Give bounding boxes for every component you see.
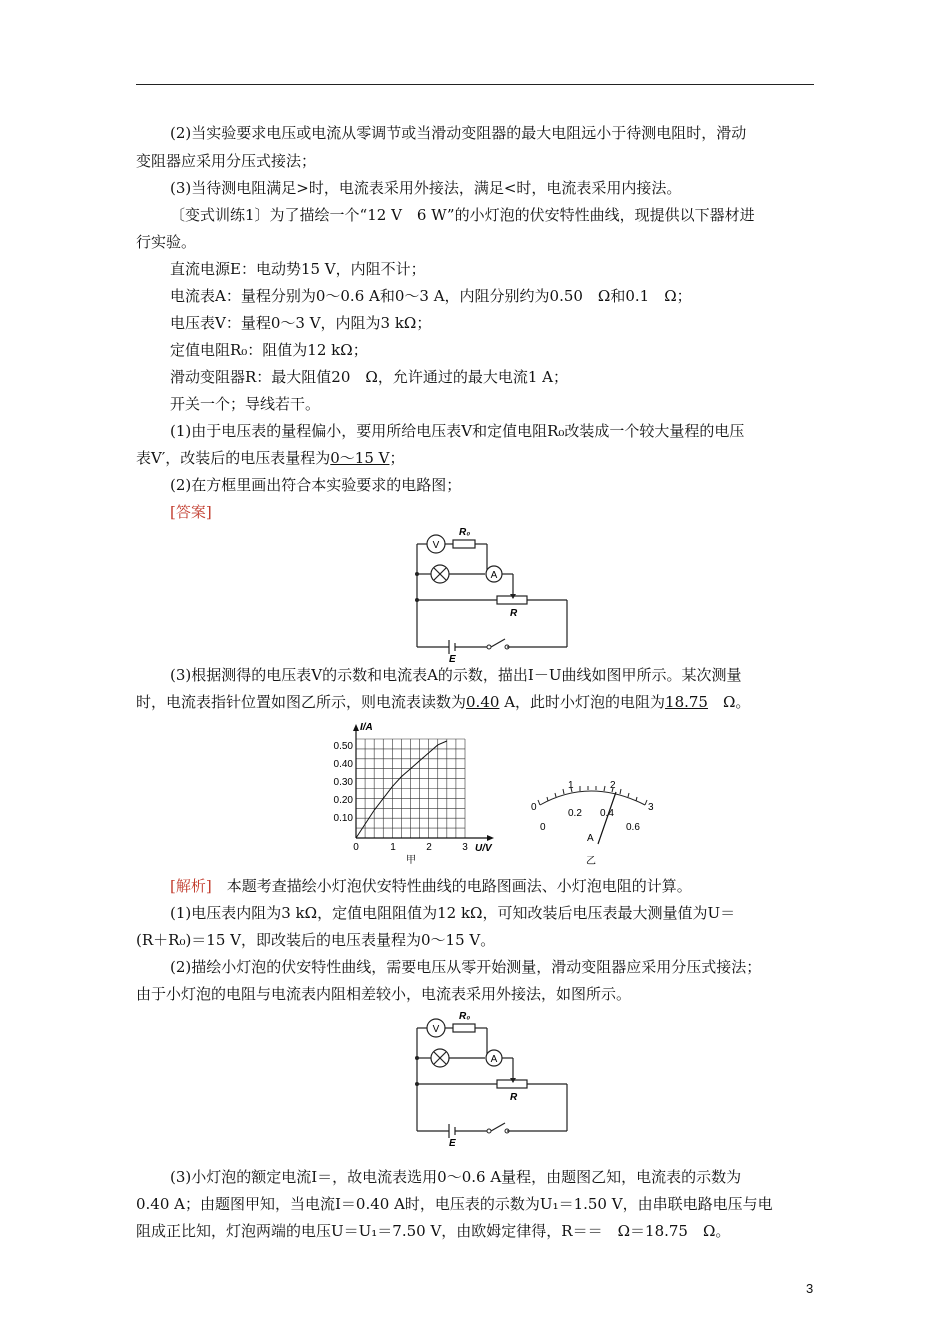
text-span: Ω。: [707, 693, 751, 711]
meter-lower-tick: 0.6: [626, 822, 640, 833]
text-line: 滑动变阻器R：最大阻值20 Ω，允许通过的最大电流1 A；: [170, 368, 568, 386]
graph-caption: 甲: [406, 855, 416, 866]
text-line: 电流表A：量程分别为0～0.6 A和0～3 A，内阻分别约为0.50 Ω和0.1 Ω；: [170, 287, 692, 305]
text-line: (2)描绘小灯泡的伏安特性曲线，需要电压从零开始测量，滑动变阻器应采用分压式接法；: [170, 958, 762, 976]
text-line: 0.40 A；由题图甲知，当电流I＝0.40 A时，电压表的示数为U₁＝1.50 V，由串联电路电压与电: [136, 1195, 773, 1213]
text-line: 〔变式训练1〕为了描绘一个“12 V 6 W”的小灯泡的伏安特性曲线，现提供以下器材进: [170, 206, 755, 224]
r0-label: R₀: [459, 1011, 471, 1022]
text-line: 行实验。: [136, 233, 197, 251]
r0-label: R₀: [459, 527, 471, 538]
text-span: A，此时小灯泡的电阻为: [499, 693, 666, 711]
text-line: (2)当实验要求电压或电流从零调节或当滑动变阻器的最大电阻远小于待测电阻时，滑动: [170, 124, 747, 142]
x-axis-label: U/V: [475, 843, 492, 854]
x-tick-label: 0: [353, 842, 359, 853]
text-line: 电压表V：量程0～3 V，内阻为3 kΩ；: [170, 314, 432, 332]
meter-caption: 乙: [586, 856, 596, 867]
text-line: 开关一个；导线若干。: [170, 395, 321, 413]
meter-lower-tick: 0.2: [568, 808, 582, 819]
text-line: (1)电压表内阻为3 kΩ，定值电阻阻值为12 kΩ，可知改装后电压表最大测量值为U＝: [170, 904, 736, 922]
text-line: 直流电源E：电动势15 V，内阻不计；: [170, 260, 426, 278]
meter-lower-tick: 0: [540, 822, 546, 833]
x-tick-label: 1: [390, 842, 396, 853]
answer-blank: 18.75: [665, 693, 708, 711]
text-span: 时，电流表指针位置如图乙所示，则电流表读数为: [136, 693, 467, 711]
y-axis-label: I/A: [360, 722, 373, 733]
meter-upper-tick: 1: [568, 780, 574, 791]
text-line: [136, 876, 850, 896]
text-line: (3)小灯泡的额定电流I＝，故电流表选用0～0.6 A量程，由题图乙知，电流表的示数为: [170, 1168, 742, 1186]
circuit-diagram-analysis: [405, 1006, 580, 1146]
y-tick-label: 0.10: [333, 813, 353, 824]
x-tick-label: 3: [462, 842, 468, 853]
source-label: E: [449, 1138, 456, 1146]
voltmeter-label: V: [432, 540, 440, 551]
meter-upper-tick: 0: [531, 802, 537, 813]
voltmeter-label: V: [432, 1024, 440, 1035]
answer-blank: 0.40: [466, 693, 500, 711]
page-number: 3: [806, 1281, 814, 1296]
text-line: (3)当待测电阻满足>时，电流表采用外接法，满足<时，电流表采用内接法。: [170, 179, 682, 197]
text-line: [136, 692, 816, 712]
text-line: (R＋R₀)＝15 V，即改装后的电压表量程为0～15 V。: [136, 931, 496, 949]
circuit-diagram-answer: [405, 522, 580, 662]
y-tick-label: 0.30: [333, 777, 353, 788]
analysis-tag: [解析]: [170, 877, 212, 895]
rheostat-label: R: [510, 608, 518, 619]
text-line: 由于小灯泡的电阻与电流表内阻相差较小，电流表采用外接法，如图所示。: [136, 985, 632, 1003]
rheostat-label: R: [510, 1092, 518, 1103]
ammeter-label: A: [490, 570, 498, 581]
header-rule: [136, 84, 814, 85]
iu-graph: [325, 718, 505, 868]
answer-tag: [答案]: [170, 503, 212, 521]
ammeter-label: A: [490, 1054, 498, 1065]
x-tick-label: 2: [426, 842, 432, 853]
text-line: (3)根据测得的电压表V的示数和电流表A的示数，描出I－U曲线如图甲所示。某次测量: [170, 666, 742, 684]
text-span: ；: [389, 449, 405, 467]
text-line: (1)由于电压表的量程偏小，要用所给电压表V和定值电阻R₀改装成一个较大量程的电压: [170, 422, 745, 440]
text-line: 阻成正比知，灯泡两端的电压U＝U₁＝7.50 V，由欧姆定律得，R＝＝ Ω＝18.75 Ω。: [136, 1222, 731, 1240]
source-label: E: [449, 654, 456, 662]
meter-upper-tick: 2: [610, 780, 616, 791]
text-span: 本题考查描绘小灯泡伏安特性曲线的电路图画法、小灯泡电阻的计算。: [211, 877, 692, 895]
meter-unit: A: [587, 833, 594, 844]
answer-blank: 0～15 V: [330, 449, 390, 467]
meter-lower-tick: 0.4: [600, 808, 614, 819]
text-line: 变阻器应采用分压式接法；: [136, 152, 317, 170]
text-span: 表V′，改装后的电压表量程为: [136, 449, 331, 467]
text-line: (2)在方框里画出符合本实验要求的电路图；: [170, 476, 462, 494]
y-tick-label: 0.20: [333, 795, 353, 806]
meter-upper-tick: 3: [648, 802, 654, 813]
y-tick-label: 0.40: [333, 759, 353, 770]
text-line: [136, 448, 816, 468]
y-tick-label: 0.50: [333, 741, 353, 752]
text-line: 定值电阻R₀：阻值为12 kΩ；: [170, 341, 368, 359]
ammeter-dial: [520, 772, 660, 868]
